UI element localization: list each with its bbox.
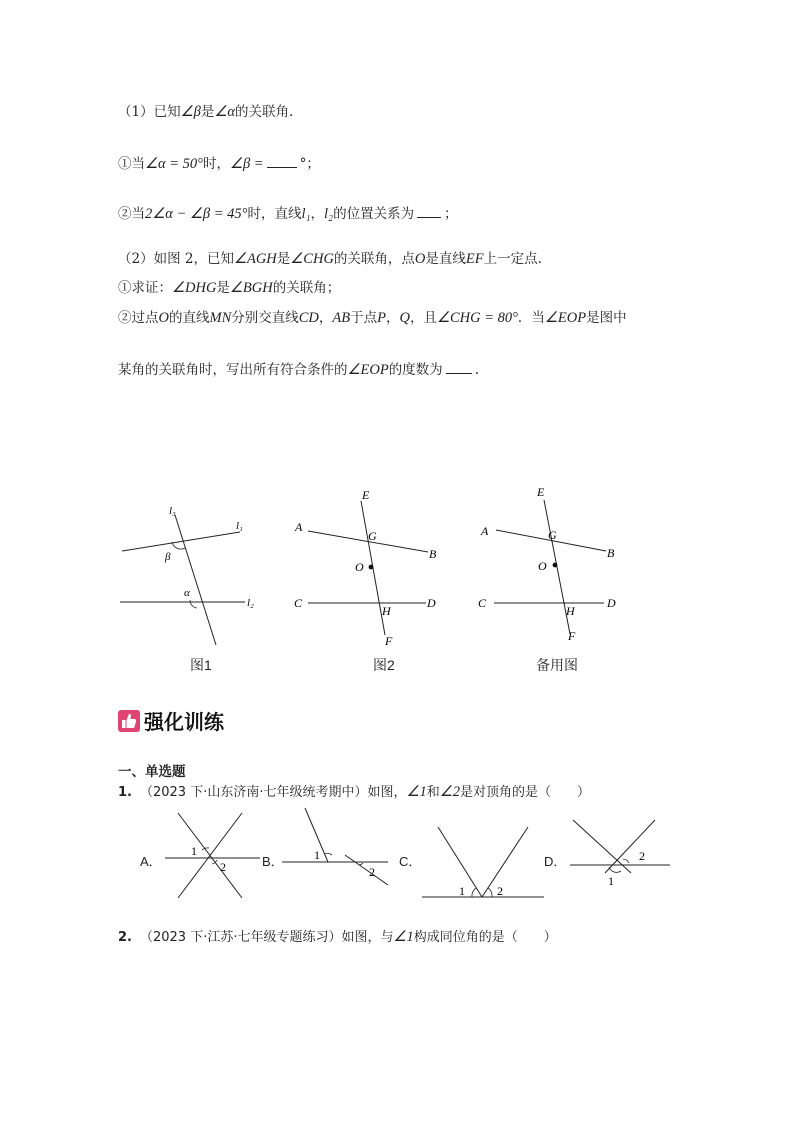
part2-intro: （2）如图 2，已知∠AGH是∠CHG的关联角，点O是直线EF上一定点.: [118, 251, 542, 267]
answer-blank[interactable]: [446, 359, 472, 374]
figure-1-caption: 图1: [190, 657, 212, 673]
question-type-heading: 一、单选题: [118, 764, 186, 780]
figure-2-caption: 图2: [373, 657, 395, 673]
part1-intro: （1）已知∠β是∠α的关联角.: [118, 104, 294, 120]
option-d-label[interactable]: D．: [544, 854, 567, 869]
svg-text:E: E: [537, 485, 545, 499]
figure-2: [288, 485, 448, 650]
label-l1: l₁: [236, 520, 243, 532]
math-alpha: ∠α: [214, 104, 235, 120]
svg-text:1: 1: [608, 874, 614, 888]
svg-text:H: H: [382, 604, 391, 618]
line-l3: [175, 515, 216, 645]
svg-text:E: E: [362, 488, 370, 502]
svg-text:G: G: [548, 528, 557, 542]
figure-spare: [476, 480, 636, 645]
option-a-figure[interactable]: [160, 808, 260, 903]
figure-1: [110, 495, 270, 655]
svg-text:1: 1: [191, 844, 197, 858]
label-l2: l₂: [247, 597, 254, 609]
svg-text:B: B: [607, 546, 615, 560]
option-b-figure[interactable]: [280, 805, 392, 900]
label-beta: β: [165, 551, 171, 563]
label-l3: l₃: [169, 505, 176, 517]
svg-text:A: A: [295, 520, 303, 534]
svg-text:C: C: [478, 596, 487, 610]
angle-alpha-arc: [190, 600, 197, 608]
svg-text:O: O: [538, 559, 547, 573]
math-beta: ∠β: [180, 104, 201, 120]
figure-spare-caption: 备用图: [536, 657, 578, 673]
part2-point-3: 某角的关联角时，写出所有符合条件的∠EOP的度数为 .: [118, 359, 479, 380]
svg-text:D: D: [427, 596, 436, 610]
svg-text:2: 2: [497, 884, 503, 898]
part1-question-1: ①当∠α = 50°时，∠β = °；: [118, 153, 320, 174]
section-header: [118, 706, 224, 735]
option-d-figure[interactable]: [565, 815, 675, 895]
label-alpha: α: [184, 587, 190, 599]
svg-text:B: B: [429, 547, 437, 561]
question-1: 1. （2023 下·山东济南·七年级统考期中）如图，∠1和∠2是对顶角的是（ ）: [118, 784, 590, 800]
svg-text:F: F: [385, 634, 393, 648]
svg-text:1: 1: [459, 884, 465, 898]
svg-text:F: F: [568, 629, 576, 643]
thumbs-up-icon: [118, 710, 140, 732]
svg-text:O: O: [355, 560, 364, 574]
point-o: [553, 563, 558, 568]
svg-text:H: H: [566, 604, 575, 618]
question-2: 2. （2023 下·江苏·七年级专题练习）如图，与∠1构成同位角的是（ ）: [118, 929, 557, 945]
part1-question-2: ②当2∠α − ∠β = 45°时，直线l₁，l₂的位置关系为 ；: [118, 203, 458, 224]
svg-text:D: D: [607, 596, 616, 610]
answer-blank[interactable]: [267, 153, 297, 168]
svg-text:A: A: [481, 524, 489, 538]
part2-point-2: ②过点O的直线MN分别交直线CD，AB于点P，Q，且∠CHG = 80°．当∠EOP是图中: [118, 310, 627, 326]
section-title: 强化训练: [144, 710, 224, 734]
svg-text:C: C: [294, 596, 303, 610]
option-a-label[interactable]: A．: [140, 854, 162, 869]
part2-point-1: ①求证：∠DHG是∠BGH的关联角；: [118, 280, 341, 296]
option-b-label[interactable]: B．: [262, 854, 284, 869]
option-c-label[interactable]: C．: [399, 854, 422, 869]
svg-text:2: 2: [369, 865, 375, 879]
option-c-figure[interactable]: [418, 822, 548, 902]
svg-text:1: 1: [314, 848, 320, 862]
point-o: [369, 565, 374, 570]
answer-blank[interactable]: [417, 203, 441, 218]
svg-text:2: 2: [220, 860, 226, 874]
svg-text:G: G: [368, 529, 377, 543]
svg-text:2: 2: [639, 849, 645, 863]
